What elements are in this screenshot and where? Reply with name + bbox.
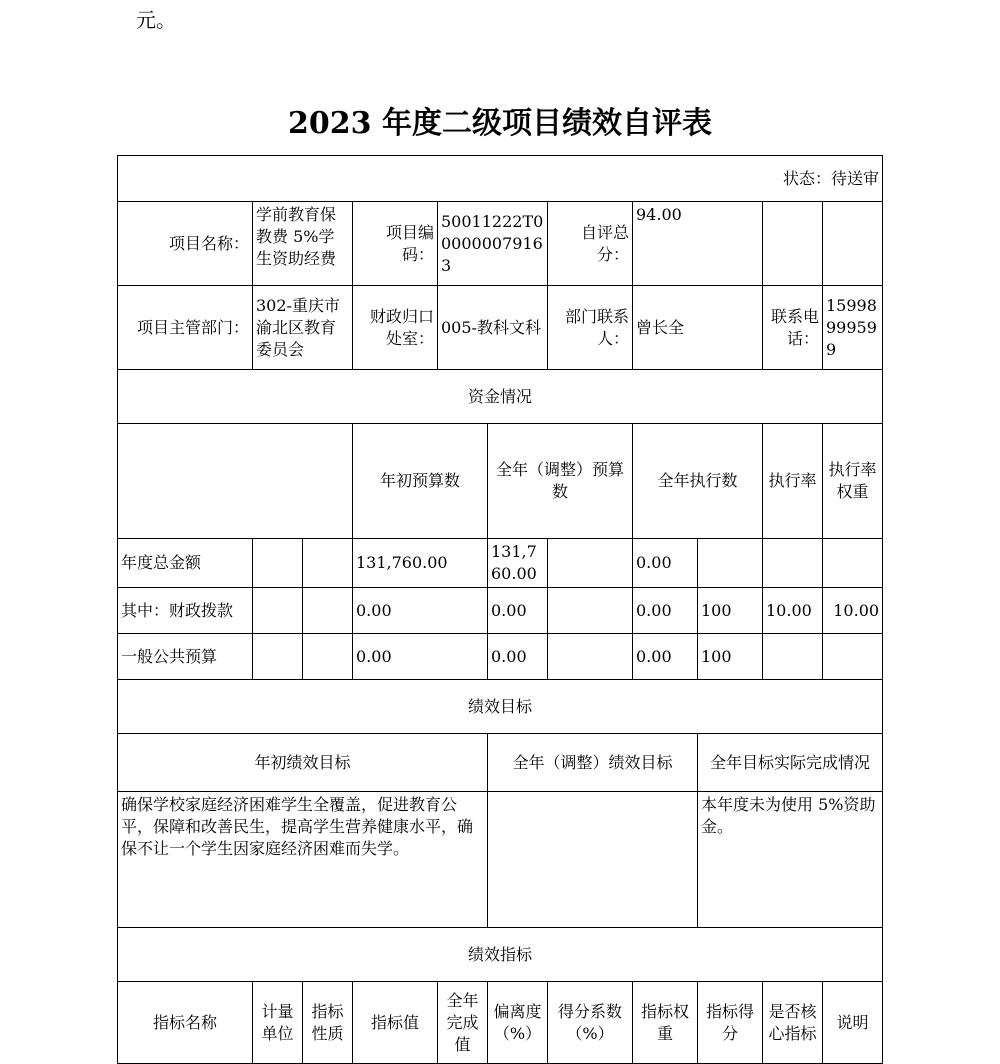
indicator-header: 全年完成值 — [438, 982, 488, 1064]
funds-initial-value: 0.00 — [353, 634, 488, 680]
funds-header-weight: 执行率权重 — [823, 424, 883, 539]
status-cell: 状态：待送审 — [118, 156, 883, 202]
indicators-section-title: 绩效指标 — [118, 928, 883, 982]
initial-goal-text: 确保学校家庭经济困难学生全覆盖，促进教育公平，保障和改善民生，提高学生营养健康水平，确保不让一个学生因家庭经济困难而失学。 — [118, 792, 488, 928]
funds-row-label: 一般公共预算 — [118, 634, 253, 680]
empty-cell — [548, 634, 633, 680]
goals-section-row — [118, 680, 883, 734]
empty-cell — [763, 202, 823, 286]
project-name-value: 学前教育保教费 5%学生资助经费 — [253, 202, 353, 286]
project-code-label: 项目编码： — [353, 202, 438, 286]
indicator-header: 说明 — [823, 982, 883, 1064]
funds-header-row — [118, 424, 883, 539]
contact-label: 部门联系人： — [548, 286, 633, 370]
evaluation-table — [117, 155, 883, 1064]
goals-header-initial: 年初绩效目标 — [118, 734, 488, 792]
funds-row-label: 其中：财政拨款 — [118, 588, 253, 634]
funds-row-total — [118, 539, 883, 588]
empty-cell — [548, 588, 633, 634]
project-info-row-1 — [118, 202, 883, 286]
empty-cell — [303, 539, 353, 588]
indicator-header: 指标得分 — [698, 982, 763, 1064]
actual-completion-text: 本年度未为使用 5%资助金。 — [698, 792, 883, 928]
funds-score-value: 10.00 — [823, 588, 883, 634]
indicators-header-row — [118, 982, 883, 1064]
funds-score-value — [823, 634, 883, 680]
contact-value: 曾长全 — [633, 286, 763, 370]
funds-rate-value — [698, 539, 763, 588]
funds-executed-value: 0.00 — [633, 588, 698, 634]
empty-cell — [253, 539, 303, 588]
indicator-header: 得分系数（%） — [548, 982, 633, 1064]
indicator-header: 指标名称 — [118, 982, 253, 1064]
finance-office-value: 005-教科文科 — [438, 286, 548, 370]
funds-header-executed: 全年执行数 — [633, 424, 763, 539]
funds-header-rate: 执行率 — [763, 424, 823, 539]
status-row — [118, 156, 883, 202]
funds-rate-value: 100 — [698, 588, 763, 634]
project-name-label: 项目名称： — [118, 202, 253, 286]
empty-cell — [303, 634, 353, 680]
project-code-value: 50011222T000000079163 — [438, 202, 548, 286]
indicator-header: 偏离度（%） — [488, 982, 548, 1064]
funds-row-label: 年度总金额 — [118, 539, 253, 588]
goals-content-row — [118, 792, 883, 928]
funds-row-general — [118, 634, 883, 680]
dept-label: 项目主管部门： — [118, 286, 253, 370]
goals-header-row — [118, 734, 883, 792]
goals-header-adjusted: 全年（调整）绩效目标 — [488, 734, 698, 792]
empty-cell — [823, 202, 883, 286]
funds-section-row — [118, 370, 883, 424]
funds-header-blank — [118, 424, 353, 539]
funds-header-adjusted: 全年（调整）预算数 — [488, 424, 633, 539]
funds-header-initial: 年初预算数 — [353, 424, 488, 539]
self-score-label: 自评总分： — [548, 202, 633, 286]
funds-executed-value: 0.00 — [633, 634, 698, 680]
funds-initial-value: 0.00 — [353, 588, 488, 634]
empty-cell — [253, 634, 303, 680]
funds-section-title: 资金情况 — [118, 370, 883, 424]
empty-cell — [548, 539, 633, 588]
funds-row-finance — [118, 588, 883, 634]
indicator-header: 指标权重 — [633, 982, 698, 1064]
funds-adjusted-value: 0.00 — [488, 588, 548, 634]
funds-adjusted-value: 0.00 — [488, 634, 548, 680]
phone-value: 15998999599 — [823, 286, 883, 370]
goals-header-actual: 全年目标实际完成情况 — [698, 734, 883, 792]
funds-initial-value: 131,760.00 — [353, 539, 488, 588]
indicator-header: 是否核心指标 — [763, 982, 823, 1064]
funds-weight-value — [763, 539, 823, 588]
funds-rate-value: 100 — [698, 634, 763, 680]
self-score-value: 94.00 — [633, 202, 763, 286]
empty-cell — [303, 588, 353, 634]
page-title: 2023 年度二级项目绩效自评表 — [288, 106, 712, 141]
indicator-header: 指标性质 — [303, 982, 353, 1064]
funds-adjusted-value: 131,760.00 — [488, 539, 548, 588]
funds-weight-value: 10.00 — [763, 588, 823, 634]
finance-office-label: 财政归口处室： — [353, 286, 438, 370]
indicators-section-row — [118, 928, 883, 982]
funds-score-value — [823, 539, 883, 588]
goals-section-title: 绩效目标 — [118, 680, 883, 734]
dept-value: 302-重庆市渝北区教育委员会 — [253, 286, 353, 370]
indicator-header: 计量单位 — [253, 982, 303, 1064]
phone-label: 联系电话： — [763, 286, 823, 370]
empty-cell — [253, 588, 303, 634]
adjusted-goal-text — [488, 792, 698, 928]
funds-executed-value: 0.00 — [633, 539, 698, 588]
funds-weight-value — [763, 634, 823, 680]
project-info-row-2 — [118, 286, 883, 370]
indicator-header: 指标值 — [353, 982, 438, 1064]
top-note: 元。 — [136, 8, 176, 32]
